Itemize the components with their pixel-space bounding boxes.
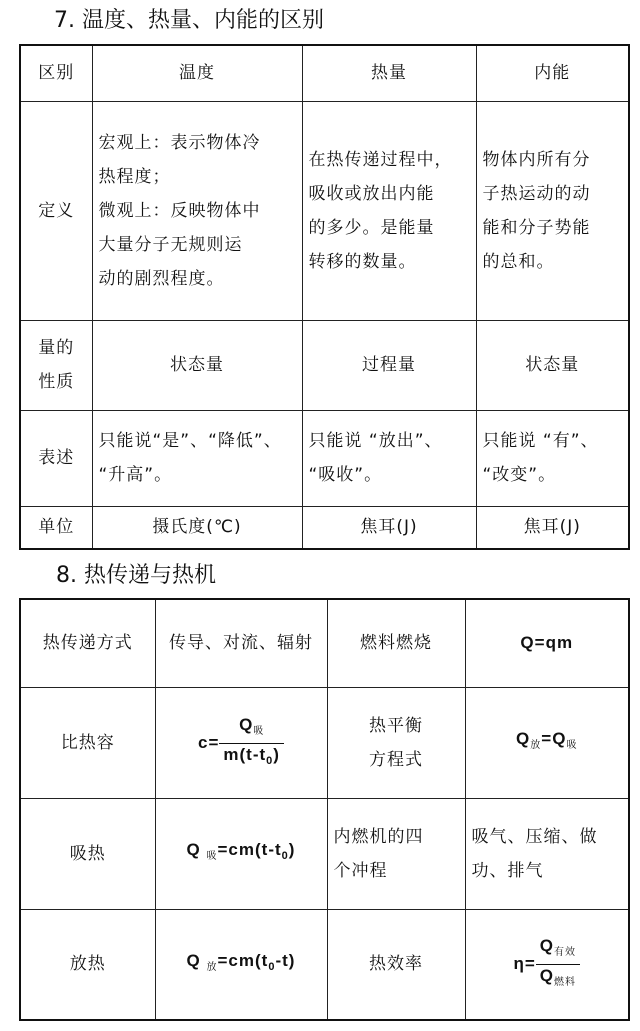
text-line: 在热传递过程中， <box>308 149 453 170</box>
numerator <box>235 714 268 743</box>
text-line: 物体内所有分 <box>482 149 591 170</box>
section-8-title: 8. 热传递与热机 <box>56 563 216 588</box>
row-label: 热传递方式 <box>20 599 155 687</box>
formula <box>198 714 284 772</box>
row-label: 单位 <box>20 506 92 549</box>
table-row <box>20 687 629 798</box>
subscript: 放 <box>206 961 218 973</box>
header-cell: 内能 <box>476 45 629 101</box>
formula-text: Q <box>539 935 555 955</box>
table-row <box>20 599 629 687</box>
row-label: 定义 <box>20 101 92 320</box>
definition-temperature <box>92 101 302 320</box>
formula-text: -t) <box>275 950 296 970</box>
nature-temperature: 状态量 <box>92 320 302 410</box>
formula-text: ) <box>288 840 296 859</box>
subscript: 吸 <box>253 725 265 737</box>
table-row-nature <box>20 320 629 410</box>
definition-internal-energy <box>476 101 629 320</box>
unit-temperature: 摄氏度(℃) <box>92 506 302 549</box>
text-line: “升高”。 <box>98 465 173 485</box>
numerator <box>536 935 580 964</box>
header-cell: 区别 <box>20 45 92 101</box>
text-line: 转移的数量。 <box>308 251 417 272</box>
subscript: 放 <box>530 740 542 751</box>
fraction <box>219 714 284 772</box>
table-row <box>20 798 629 909</box>
engine-strokes <box>465 798 629 909</box>
definition-heat <box>302 101 476 320</box>
subscript: 0 <box>266 754 274 767</box>
table-row-definition <box>20 101 629 320</box>
text-line: 能和分子势能 <box>482 217 591 238</box>
subscript: 吸 <box>206 851 218 862</box>
text-line: 微观上：反映物体中 <box>98 200 261 221</box>
formula-text: Q <box>239 714 254 734</box>
table-row-unit <box>20 506 629 549</box>
formula-text: =cm(t <box>217 950 269 970</box>
text-line: 吸收或放出内能 <box>308 183 435 204</box>
text-line: 量的 <box>38 338 75 358</box>
text-line: 热程度； <box>98 166 171 187</box>
fraction <box>536 935 580 994</box>
heat-balance-formula <box>465 687 629 798</box>
expression-temperature <box>92 410 302 506</box>
table-header-row <box>20 45 629 101</box>
section-7-title: 7. 温度、热量、内能的区别 <box>54 8 324 33</box>
text-line: 内燃机的四 <box>333 826 424 847</box>
text-line: 吸气、压缩、做 <box>471 826 598 847</box>
formula <box>513 935 580 994</box>
fuel-heat-formula: Q=qm <box>465 599 629 687</box>
efficiency-formula <box>465 909 629 1020</box>
text-line: 的多少。是能量 <box>308 217 435 238</box>
expression-heat <box>302 410 476 506</box>
text-line: 个冲程 <box>333 860 388 881</box>
transfer-modes: 传导、对流、辐射 <box>155 599 327 687</box>
formula-text: Q <box>539 965 555 985</box>
row-label: 燃料燃烧 <box>327 599 465 687</box>
subscript: 0 <box>268 960 276 973</box>
text-line: 动的剧烈程度。 <box>98 268 225 289</box>
subscript: 0 <box>281 850 289 862</box>
denominator <box>219 743 284 772</box>
comparison-table <box>19 44 630 550</box>
row-label <box>20 320 92 410</box>
text-line: 性质 <box>38 372 75 392</box>
formula-text: Q <box>516 729 531 748</box>
text-line: “改变”。 <box>482 465 557 485</box>
row-label <box>327 798 465 909</box>
unit-internal-energy: 焦耳(J) <box>476 506 629 549</box>
text-line: 只能说 “放出”、 <box>308 431 443 451</box>
text-line: 子热运动的动 <box>482 183 591 204</box>
row-label: 表述 <box>20 410 92 506</box>
formula-text: c= <box>198 732 220 752</box>
text-line: 大量分子无规则运 <box>98 234 243 255</box>
formula-text: Q <box>186 840 207 859</box>
row-label: 吸热 <box>20 798 155 909</box>
header-cell: 热量 <box>302 45 476 101</box>
text-line: 宏观上：表示物体冷 <box>98 132 261 153</box>
formula-text: =Q <box>541 729 567 748</box>
text-line: 只能说 “有”、 <box>482 431 599 451</box>
row-label <box>327 687 465 798</box>
table-row-expression <box>20 410 629 506</box>
formula-text: η= <box>513 954 536 974</box>
nature-internal-energy: 状态量 <box>476 320 629 410</box>
denominator <box>536 964 580 994</box>
text-line: “吸收”。 <box>308 465 383 485</box>
formula-text: ) <box>273 744 280 764</box>
heat-released-formula <box>155 909 327 1020</box>
subscript: 有效 <box>554 946 577 958</box>
subscript: 吸 <box>566 740 578 751</box>
unit-heat: 焦耳(J) <box>302 506 476 549</box>
table-row <box>20 909 629 1020</box>
text-line: 只能说“是”、“降低”、 <box>98 431 282 451</box>
row-label: 放热 <box>20 909 155 1020</box>
heat-transfer-table <box>19 598 630 1021</box>
heat-absorbed-formula <box>155 798 327 909</box>
text-line: 热平衡 <box>369 715 423 736</box>
row-label: 比热容 <box>20 687 155 798</box>
subscript: 燃料 <box>554 976 577 988</box>
text-line: 功、排气 <box>471 860 544 881</box>
text-line: 的总和。 <box>482 251 555 272</box>
expression-internal-energy <box>476 410 629 506</box>
nature-heat: 过程量 <box>302 320 476 410</box>
row-label: 热效率 <box>327 909 465 1020</box>
text-line: 方程式 <box>369 749 423 770</box>
formula-text: =cm(t-t <box>217 840 282 859</box>
header-cell: 温度 <box>92 45 302 101</box>
specific-heat-formula <box>155 687 327 798</box>
formula-text: Q <box>186 950 207 970</box>
formula-text: m(t-t <box>223 744 267 764</box>
